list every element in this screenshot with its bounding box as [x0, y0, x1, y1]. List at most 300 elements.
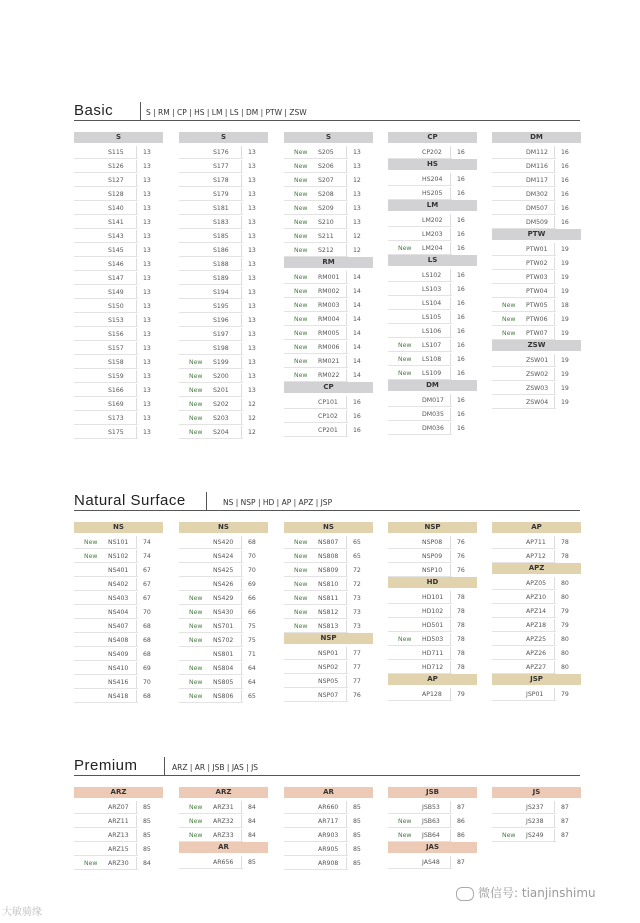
- series-header: S: [284, 132, 373, 143]
- product-code: ARZ15: [108, 846, 129, 853]
- page-number: 74: [143, 553, 151, 560]
- product-code: JS237: [526, 804, 544, 811]
- product-code: S150: [108, 303, 124, 310]
- product-code: NS426: [213, 581, 234, 588]
- product-code: RM004: [318, 316, 340, 323]
- product-code: ARZ07: [108, 804, 129, 811]
- product-code: NS811: [318, 595, 339, 602]
- product-code: AP128: [422, 691, 442, 698]
- product-code: AR660: [318, 804, 339, 811]
- table-row: [492, 829, 581, 843]
- product-code: LS102: [422, 272, 442, 279]
- table-row: [388, 339, 477, 353]
- page-number: 13: [248, 387, 256, 394]
- page-number: 13: [248, 359, 256, 366]
- table-row: [284, 188, 373, 202]
- header-divider: [206, 492, 207, 510]
- page-number: 75: [248, 637, 256, 644]
- product-code: LS108: [422, 356, 442, 363]
- page-number: 13: [248, 331, 256, 338]
- new-tag: New: [189, 429, 203, 436]
- new-tag: New: [189, 359, 203, 366]
- page-number: 13: [143, 219, 151, 226]
- product-code: NS420: [213, 539, 234, 546]
- product-code: HD711: [422, 650, 444, 657]
- product-code: NS102: [108, 553, 129, 560]
- product-code: JS238: [526, 818, 544, 825]
- table-row: [284, 146, 373, 160]
- product-code: JSB63: [422, 818, 440, 825]
- table-row: [388, 311, 477, 325]
- product-code: NS101: [108, 539, 129, 546]
- table-row: [388, 550, 477, 564]
- product-code: S127: [108, 177, 124, 184]
- product-code: S206: [318, 163, 334, 170]
- page-number: 76: [457, 553, 465, 560]
- page-number: 13: [248, 317, 256, 324]
- table-row: [284, 578, 373, 592]
- page-number: 16: [353, 413, 361, 420]
- page-number: 80: [561, 664, 569, 671]
- page-number: 12: [353, 247, 361, 254]
- page-number: 84: [143, 860, 151, 867]
- page-number: 78: [457, 608, 465, 615]
- series-codes: S | RM | CP | HS | LM | LS | DM | PTW | ZSW: [146, 108, 307, 117]
- table-row: [284, 815, 373, 829]
- page-number: 16: [457, 411, 465, 418]
- page-number: 19: [561, 399, 569, 406]
- table-row: [74, 620, 163, 634]
- table-row: [179, 578, 268, 592]
- section-title: Basic: [74, 102, 114, 119]
- series-header: RM: [284, 257, 373, 268]
- series-header: LM: [388, 200, 477, 211]
- new-tag: New: [502, 832, 516, 839]
- product-code: HD501: [422, 622, 444, 629]
- table-row: [179, 426, 268, 440]
- product-code: APZ05: [526, 580, 547, 587]
- product-code: DM509: [526, 219, 548, 226]
- new-tag: New: [398, 356, 412, 363]
- product-code: S194: [213, 289, 229, 296]
- table-row: [74, 356, 163, 370]
- product-code: S204: [213, 429, 229, 436]
- page-number: 13: [143, 373, 151, 380]
- page-number: 13: [353, 219, 361, 226]
- table-row: [179, 801, 268, 815]
- table-row: [388, 408, 477, 422]
- new-tag: New: [294, 344, 308, 351]
- page-number: 85: [143, 846, 151, 853]
- table-row: [179, 342, 268, 356]
- page-number: 14: [353, 372, 361, 379]
- product-code: NS701: [213, 623, 234, 630]
- product-code: S197: [213, 331, 229, 338]
- new-tag: New: [189, 623, 203, 630]
- new-tag: New: [189, 693, 203, 700]
- table-row: [284, 675, 373, 689]
- page-number: 19: [561, 260, 569, 267]
- product-code: S189: [213, 275, 229, 282]
- page-number: 86: [457, 818, 465, 825]
- page-number: 13: [143, 205, 151, 212]
- new-tag: New: [189, 373, 203, 380]
- table-row: [179, 856, 268, 870]
- table-row: [74, 564, 163, 578]
- table-row: [284, 592, 373, 606]
- product-code: PTW02: [526, 260, 548, 267]
- product-code: HD101: [422, 594, 444, 601]
- table-row: [388, 605, 477, 619]
- product-code: JSB53: [422, 804, 440, 811]
- table-row: [74, 286, 163, 300]
- product-code: LS104: [422, 300, 442, 307]
- page-number: 78: [457, 664, 465, 671]
- product-code: LS107: [422, 342, 442, 349]
- product-code: RM021: [318, 358, 340, 365]
- product-code: NS813: [318, 623, 339, 630]
- product-code: S166: [108, 387, 124, 394]
- product-code: LS103: [422, 286, 442, 293]
- new-tag: New: [294, 595, 308, 602]
- new-tag: New: [189, 415, 203, 422]
- page-number: 75: [248, 623, 256, 630]
- table-row: [74, 606, 163, 620]
- table-row: [179, 216, 268, 230]
- page-number: 16: [457, 245, 465, 252]
- series-header: CP: [284, 382, 373, 393]
- product-code: DM036: [422, 425, 444, 432]
- product-code: APZ10: [526, 594, 547, 601]
- product-code: S183: [213, 219, 229, 226]
- page-number: 67: [143, 595, 151, 602]
- product-code: NS805: [213, 679, 234, 686]
- page-number: 70: [248, 567, 256, 574]
- product-code: PTW07: [526, 330, 548, 337]
- new-tag: New: [398, 370, 412, 377]
- table-row: [388, 187, 477, 201]
- page-number: 78: [457, 622, 465, 629]
- table-row: [179, 384, 268, 398]
- table-row: [492, 382, 581, 396]
- table-row: [284, 620, 373, 634]
- product-code: LM202: [422, 217, 443, 224]
- series-header: AP: [492, 522, 581, 533]
- product-code: NSP08: [422, 539, 443, 546]
- new-tag: New: [294, 567, 308, 574]
- table-row: [388, 394, 477, 408]
- page-number: 13: [143, 149, 151, 156]
- page-number: 70: [248, 553, 256, 560]
- table-row: [388, 619, 477, 633]
- page-number: 13: [143, 401, 151, 408]
- product-code: CP202: [422, 149, 442, 156]
- product-code: ZSW04: [526, 399, 549, 406]
- series-header: NSP: [284, 633, 373, 644]
- table-row: [74, 216, 163, 230]
- page-number: 13: [248, 275, 256, 282]
- new-tag: New: [502, 302, 516, 309]
- new-tag: New: [189, 637, 203, 644]
- series-column: [74, 787, 163, 871]
- page-number: 13: [143, 275, 151, 282]
- series-header: S: [179, 132, 268, 143]
- product-code: S158: [108, 359, 124, 366]
- wechat-icon: [456, 887, 474, 901]
- product-code: NS402: [108, 581, 129, 588]
- new-tag: New: [84, 860, 98, 867]
- watermark-text: 微信号: tianjinshimu: [478, 886, 596, 900]
- page-number: 73: [353, 595, 361, 602]
- product-code: S205: [318, 149, 334, 156]
- page-number: 16: [457, 149, 465, 156]
- product-code: S177: [213, 163, 229, 170]
- table-row: [74, 342, 163, 356]
- table-row: [74, 328, 163, 342]
- table-row: [74, 384, 163, 398]
- page-number: 72: [353, 581, 361, 588]
- table-row: [284, 271, 373, 285]
- header-divider: [164, 757, 165, 775]
- table-row: [179, 634, 268, 648]
- page-number: 79: [561, 608, 569, 615]
- series-header: NS: [179, 522, 268, 533]
- table-row: [284, 550, 373, 564]
- table-row: [284, 396, 373, 410]
- page-number: 13: [248, 163, 256, 170]
- product-code: S196: [213, 317, 229, 324]
- product-code: JS249: [526, 832, 544, 839]
- table-row: [284, 230, 373, 244]
- series-header: PTW: [492, 229, 581, 240]
- section-header: [74, 755, 580, 776]
- table-row: [492, 327, 581, 341]
- table-row: [492, 591, 581, 605]
- page-number: 68: [143, 651, 151, 658]
- table-row: [492, 605, 581, 619]
- table-row: [492, 202, 581, 216]
- series-column: [284, 132, 373, 438]
- table-row: [388, 146, 477, 160]
- product-code: S188: [213, 261, 229, 268]
- page-number: 85: [353, 832, 361, 839]
- series-column: [388, 132, 477, 436]
- product-code: NS403: [108, 595, 129, 602]
- page-number: 16: [561, 205, 569, 212]
- page-number: 85: [353, 818, 361, 825]
- watermark-left: 大敏骑缘: [2, 907, 42, 918]
- product-code: ARZ30: [108, 860, 129, 867]
- product-code: S181: [213, 205, 229, 212]
- product-code: APZ14: [526, 608, 547, 615]
- page-number: 16: [457, 190, 465, 197]
- table-row: [492, 160, 581, 174]
- product-code: DM035: [422, 411, 444, 418]
- table-row: [388, 228, 477, 242]
- product-code: S169: [108, 401, 124, 408]
- table-row: [179, 690, 268, 704]
- product-code: S201: [213, 387, 229, 394]
- table-row: [74, 146, 163, 160]
- page-number: 13: [143, 303, 151, 310]
- table-row: [492, 577, 581, 591]
- product-code: NS812: [318, 609, 339, 616]
- table-row: [74, 314, 163, 328]
- new-tag: New: [189, 679, 203, 686]
- table-row: [179, 230, 268, 244]
- product-code: DM017: [422, 397, 444, 404]
- table-row: [179, 676, 268, 690]
- product-code: S115: [108, 149, 124, 156]
- table-row: [492, 299, 581, 313]
- page-number: 72: [353, 567, 361, 574]
- new-tag: New: [294, 274, 308, 281]
- product-code: S176: [213, 149, 229, 156]
- page-number: 80: [561, 580, 569, 587]
- page-number: 14: [353, 358, 361, 365]
- table-row: [74, 578, 163, 592]
- page-number: 76: [457, 539, 465, 546]
- page-number: 69: [143, 665, 151, 672]
- table-row: [284, 285, 373, 299]
- product-code: RM003: [318, 302, 340, 309]
- series-column: [179, 132, 268, 440]
- product-code: HD712: [422, 664, 444, 671]
- page-number: 13: [248, 247, 256, 254]
- table-row: [179, 564, 268, 578]
- series-header: LS: [388, 255, 477, 266]
- product-code: AR903: [318, 832, 339, 839]
- table-row: [492, 688, 581, 702]
- new-tag: New: [189, 832, 203, 839]
- product-code: NS409: [108, 651, 129, 658]
- page-number: 19: [561, 371, 569, 378]
- page-number: 19: [561, 330, 569, 337]
- page-number: 74: [143, 539, 151, 546]
- page-number: 78: [457, 636, 465, 643]
- product-code: HD102: [422, 608, 444, 615]
- table-row: [74, 202, 163, 216]
- series-column: [74, 132, 163, 440]
- product-code: DM112: [526, 149, 548, 156]
- page-number: 80: [561, 650, 569, 657]
- product-code: S195: [213, 303, 229, 310]
- table-row: [388, 283, 477, 297]
- table-row: [284, 299, 373, 313]
- page-number: 16: [561, 219, 569, 226]
- page-number: 16: [457, 231, 465, 238]
- table-row: [388, 536, 477, 550]
- new-tag: New: [294, 288, 308, 295]
- page-number: 16: [353, 399, 361, 406]
- table-row: [388, 688, 477, 702]
- product-code: S141: [108, 219, 124, 226]
- page-number: 14: [353, 344, 361, 351]
- page-number: 78: [561, 539, 569, 546]
- product-code: ARZ31: [213, 804, 234, 811]
- page-number: 68: [143, 623, 151, 630]
- product-code: CP101: [318, 399, 338, 406]
- table-row: [179, 286, 268, 300]
- new-tag: New: [294, 205, 308, 212]
- product-code: NS810: [318, 581, 339, 588]
- product-code: NS407: [108, 623, 129, 630]
- table-row: [284, 327, 373, 341]
- product-code: AR656: [213, 859, 234, 866]
- product-code: RM022: [318, 372, 340, 379]
- product-code: NSP10: [422, 567, 443, 574]
- series-header: ARZ: [74, 787, 163, 798]
- table-row: [388, 633, 477, 647]
- page-number: 80: [561, 594, 569, 601]
- table-row: [284, 244, 373, 258]
- table-row: [492, 216, 581, 230]
- table-row: [74, 676, 163, 690]
- new-tag: New: [294, 358, 308, 365]
- page-number: 13: [248, 205, 256, 212]
- page-number: 13: [248, 303, 256, 310]
- table-row: [179, 398, 268, 412]
- product-code: S143: [108, 233, 124, 240]
- page-number: 13: [353, 149, 361, 156]
- new-tag: New: [502, 316, 516, 323]
- page-number: 85: [143, 832, 151, 839]
- product-code: S153: [108, 317, 124, 324]
- table-row: [179, 202, 268, 216]
- series-header: ZSW: [492, 340, 581, 351]
- product-code: S186: [213, 247, 229, 254]
- table-row: [284, 689, 373, 703]
- page-number: 16: [457, 300, 465, 307]
- product-code: PTW01: [526, 246, 548, 253]
- product-code: S157: [108, 345, 124, 352]
- table-row: [284, 661, 373, 675]
- table-row: [492, 354, 581, 368]
- page-number: 85: [143, 818, 151, 825]
- product-code: S159: [108, 373, 124, 380]
- page-number: 13: [143, 233, 151, 240]
- page-number: 16: [457, 314, 465, 321]
- table-row: [74, 843, 163, 857]
- table-row: [284, 341, 373, 355]
- page-number: 73: [353, 623, 361, 630]
- page-number: 67: [143, 581, 151, 588]
- table-row: [492, 550, 581, 564]
- page-number: 16: [457, 425, 465, 432]
- page-number: 77: [353, 664, 361, 671]
- table-row: [492, 815, 581, 829]
- product-code: S202: [213, 401, 229, 408]
- table-row: [179, 606, 268, 620]
- new-tag: New: [84, 553, 98, 560]
- table-row: [179, 829, 268, 843]
- page-number: 87: [457, 804, 465, 811]
- product-code: APZ26: [526, 650, 547, 657]
- table-row: [492, 647, 581, 661]
- page-number: 13: [143, 331, 151, 338]
- series-column: [492, 522, 581, 702]
- product-code: S126: [108, 163, 124, 170]
- page-number: 13: [248, 261, 256, 268]
- table-row: [74, 174, 163, 188]
- new-tag: New: [189, 609, 203, 616]
- page-number: 87: [457, 859, 465, 866]
- product-code: S175: [108, 429, 124, 436]
- table-row: [179, 300, 268, 314]
- product-code: S212: [318, 247, 334, 254]
- new-tag: New: [294, 609, 308, 616]
- product-code: RM001: [318, 274, 340, 281]
